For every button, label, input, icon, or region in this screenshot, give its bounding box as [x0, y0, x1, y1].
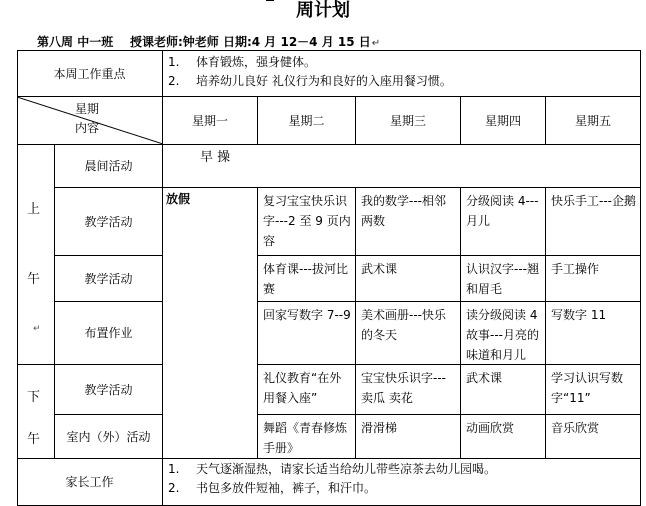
grid-line — [460, 187, 461, 458]
grid-line — [258, 414, 641, 415]
grid-line — [545, 187, 546, 458]
grid-line — [355, 96, 356, 144]
day-header-5: 星期五 — [574, 113, 611, 128]
focus-item: 1. 体育锻炼，强身健体。 — [168, 55, 317, 69]
morning-label-bottom: 午 — [27, 272, 41, 287]
morning-exercise: 早 操 — [200, 150, 231, 165]
date-range: 4 月 12－4 月 15 日 — [251, 35, 371, 49]
grid-line — [17, 364, 162, 365]
cell-tue-afternoon-teaching: 礼仪教育“在外用餐入座” — [263, 371, 342, 405]
day-header-2: 星期二 — [288, 113, 325, 128]
afternoon-label-top: 下 — [27, 390, 41, 405]
cell-tue-homework: 回家写数字 7--9 — [263, 308, 351, 322]
date-label: 日期: — [222, 35, 252, 49]
diag-bottom-label: 内容 — [75, 121, 100, 135]
grid-line — [55, 187, 641, 188]
grid-line — [17, 458, 641, 459]
focus-item: 2. 培养幼儿良好 礼仪行为和良好的入座用餐习惯。 — [168, 74, 452, 88]
grid-line — [258, 301, 641, 302]
grid-line — [257, 96, 258, 144]
week-number: 第八周 — [37, 35, 74, 49]
grid-line — [640, 50, 641, 506]
afternoon-label-bottom: 午 — [27, 432, 41, 447]
day-header-4: 星期四 — [484, 113, 521, 128]
parents-label: 家长工作 — [65, 475, 114, 489]
cell-wed-teaching-2: 武术课 — [361, 262, 398, 276]
focus-list — [163, 51, 641, 96]
cell-tue-indoor-outdoor: 舞蹈《青春修炼手册》 — [263, 421, 348, 455]
teacher-name: 钟老师 — [182, 35, 219, 49]
return-mark: ↵ — [371, 38, 381, 49]
focus-label: 本周工作重点 — [53, 66, 126, 81]
grid-line — [54, 144, 55, 458]
grid-line — [55, 301, 162, 302]
cell-wed-afternoon-teaching: 宝宝快乐识字---卖瓜 卖花 — [361, 371, 446, 405]
monday-holiday: 放假 — [166, 192, 191, 206]
class-name: 中一班 — [77, 35, 114, 49]
grid-line — [258, 364, 641, 365]
grid-line — [258, 255, 641, 256]
parents-list — [163, 459, 641, 506]
row-label-morning-activity: 晨间活动 — [84, 159, 133, 173]
parents-item: 2. 书包多放件短袖，裤子，和汗巾。 — [168, 481, 377, 495]
cell-fri-teaching-2: 手工操作 — [551, 262, 600, 276]
cell-wed-homework: 美术画册---快乐的冬天 — [361, 308, 446, 342]
cell-thu-homework: 读分级阅读 4 故事---月亮的味道和月儿 — [466, 308, 539, 362]
grid-line — [17, 50, 641, 51]
cell-wed-teaching-1: 我的数学---相邻两数 — [361, 194, 446, 228]
page-title: 周计划 — [296, 0, 350, 21]
cell-wed-indoor-outdoor: 滑滑梯 — [361, 421, 398, 435]
grid-line — [460, 96, 461, 144]
grid-line — [55, 414, 162, 415]
cell-fri-teaching-1: 快乐手工---企鹅 — [551, 194, 636, 208]
day-header-1: 星期一 — [191, 113, 228, 128]
cell-fri-afternoon-teaching: 学习认识写数字“11” — [551, 371, 624, 405]
grid-line — [545, 96, 546, 144]
morning-label-top: 上 — [27, 202, 41, 217]
cell-thu-afternoon-teaching: 武术课 — [466, 371, 503, 385]
teacher-label: 授课老师: — [129, 35, 183, 49]
cell-thu-indoor-outdoor: 动画欣赏 — [466, 421, 515, 435]
cell-tue-teaching-2: 体育课---拔河比赛 — [263, 262, 348, 296]
row-label-afternoon-teaching: 教学活动 — [84, 382, 133, 397]
row-label-teaching-2: 教学活动 — [84, 271, 133, 286]
return-mark: ↵ — [33, 324, 41, 334]
row-label-indoor-outdoor: 室内（外）活动 — [66, 429, 151, 444]
cell-fri-indoor-outdoor: 音乐欣赏 — [551, 421, 600, 435]
cell-tue-teaching-1: 复习宝宝快乐识字---2 至 9 页内容 — [263, 194, 351, 248]
cell-thu-teaching-1: 分级阅读 4---月儿 — [466, 194, 539, 228]
grid-line — [17, 144, 641, 145]
grid-line — [355, 187, 356, 458]
grid-line — [17, 50, 18, 506]
row-label-teaching-1: 教学活动 — [84, 214, 133, 229]
parents-item: 1. 天气逐渐湿热，请家长适当给幼儿带些凉茶去幼儿园喝。 — [168, 462, 497, 476]
grid-line — [257, 187, 258, 458]
cell-thu-teaching-2: 认识汉字---翘和眉毛 — [466, 262, 539, 296]
grid-line — [162, 50, 163, 506]
diag-top-label: 星期 — [75, 102, 100, 116]
row-label-homework: 布置作业 — [84, 326, 133, 340]
grid-line — [17, 96, 641, 97]
grid-line — [55, 255, 162, 256]
day-header-3: 星期三 — [389, 113, 426, 128]
cell-fri-homework: 写数字 11 — [551, 308, 607, 322]
